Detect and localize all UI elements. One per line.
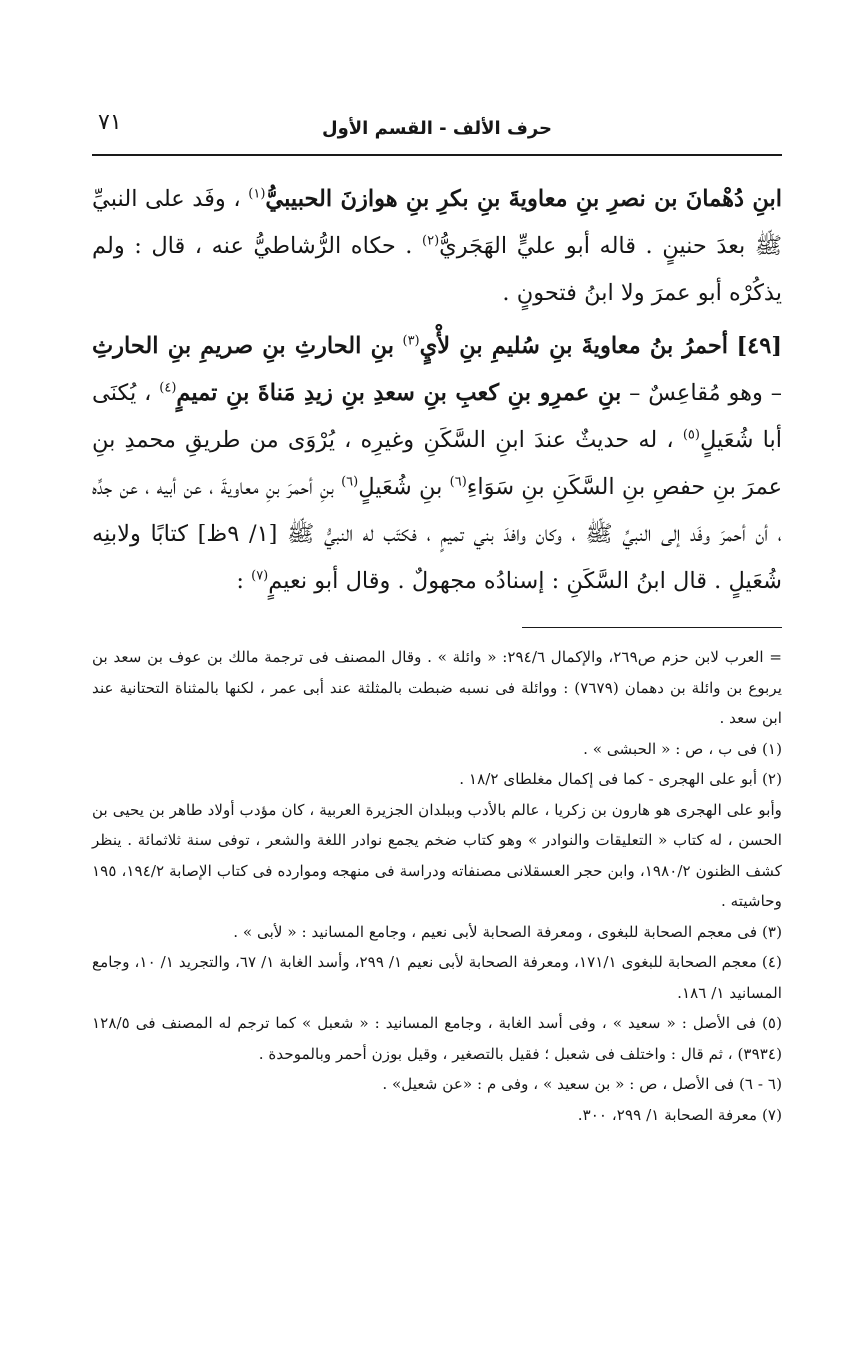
note-ref-7: (٧) [251, 568, 269, 584]
entry-name: أحمرُ بنُ معاويةَ بنِ سُليمِ بنِ لأْيٍ [419, 333, 728, 359]
running-head [92, 104, 782, 148]
page-number: ٧١ [98, 110, 122, 135]
book-page [92, 104, 782, 1130]
footnotes [92, 642, 782, 1130]
footnote-3: (٣) فى معجم الصحابة للبغوى ، ومعرفة الصحابة لأبى نعيم ، وجامع المسانيد : « لأبى » . [233, 922, 782, 941]
text-segment: بنِ شُعَيلٍ [358, 474, 443, 500]
note-ref-6a: (٦) [449, 474, 467, 490]
footnote-1: (١) فى ب ، ص : « الحبشى » . [583, 739, 782, 758]
entry-49 [92, 323, 782, 605]
main-text [92, 176, 782, 605]
footnote-4: (٤) معجم الصحابة للبغوى ١٧١/١، ومعرفة الصحابة لأبى نعيم ١/ ٢٩٩، وأسد الغابة ١/ ٦٧، والتجريد ١/ ١٠، وجامع المسانيد ١/ ١٨٦. [92, 953, 782, 1002]
note-ref-5: (٥) [682, 427, 700, 443]
footnote-5: (٥) فى الأصل : « سعيد » ، وفى أسد الغابة ، وجامع المسانيد : « شعبل » كما ترجم له المصنف فى ١٢٨/٥ (٣٩٣٤) ، ثم قال : واختلف فى شعبل ؛ فقيل بالتصغير ، وقيل بوزن أحمر وبالموحدة . [92, 1014, 782, 1063]
text-segment: ، وفَد على النبيِّ ﷺ بعدَ حنينٍ . قاله أبو عليٍّ الهَجَريُّ [92, 186, 782, 259]
footnote-2: (٢) أبو على الهجرى - كما فى إكمال مغلطاى ١٨/٢ . [459, 770, 782, 788]
paragraph-continuation [92, 176, 782, 317]
lineage-text: بنِ عمرِو بنِ كعبِ بنِ سعدِ بنِ زيدِ مَناةَ بنِ تميمٍ [176, 380, 622, 406]
header-rule [92, 154, 782, 156]
text-segment: . حكاه الرُّشاطيُّ عنه ، قال : ولم يذكُرْه أبو عمرَ ولا ابنُ فتحونٍ . [92, 233, 782, 306]
note-ref-3: (٣) [402, 333, 420, 349]
chapter-title: حرف الألف - القسم الأول [321, 118, 553, 139]
note-ref-1: (١) [248, 186, 266, 202]
note-ref-4: (٤) [159, 380, 177, 396]
text-segment: – وهو مُقاعِسٌ – [629, 380, 782, 406]
footnote-continuation: = العرب لابن حزم ص٢٦٩، والإكمال ٢٩٤/٦: « وائلة » . وقال المصنف فى ترجمة مالك بن عوف بن سعد بن يربوع بن وائلة بن دهمان (٧٦٧٩) : ووائلة فى نسبه ضبطت بالمثلثة عند أبى عمر ، لكنها بالمثناة التحتانية عند ابن سعد . [92, 648, 782, 727]
text-segment: : [236, 568, 244, 594]
note-ref-2: (٢) [422, 233, 440, 249]
footnote-7: (٧) معرفة الصحابة ١/ ٢٩٩، ٣٠٠. [577, 1105, 782, 1124]
lineage-text: ابنِ دُهْمانَ بن نصرِ بنِ معاويةَ بنِ بكرِ بنِ هوازنَ الحبيبيُّ [265, 186, 782, 212]
entry-number: [٤٩] [736, 333, 782, 359]
text-segment: بنِ أحمرَ بنِ معاويةَ ، عن أبيه ، عن جدِّه ، أن أحمرَ وفَد إلى النبيِّ ﷺ ، وكان وافدَ بني تميمٍ ، فكتَب له النبيُّ ﷺ [١/ ٩ظ] كتابًا ولابنِه شُعَيلٍ . قال ابنُ السَّكَنِ : إسنادُه مجهولٌ . وقال أبو نعيمٍ [92, 474, 782, 594]
footnote-rule [522, 627, 782, 628]
lineage-text: بنِ الحارثِ بنِ صريمِ بنِ الحارثِ [92, 333, 394, 359]
footnote-6: (٦ - ٦) فى الأصل ، ص : « بن سعيد » ، وفى م : «عن شعيل» . [382, 1075, 782, 1093]
text-segment: ، يُكنَى أبا شُعَيلٍ [92, 380, 782, 453]
footnote-2-detail: وأبو على الهجرى هو هارون بن زكريا ، عالم بالأدب وببلدان الجزيرة العربية ، كان مؤدب أولاد طاهر بن يحيى بن الحسن ، له كتاب « التعليقات والنوادر » وهو كتاب ضخم يجمع نوادر اللغة والشعر ، توفى سنة ثلاثمائة . ينظر كشف الظنون ١٩٨٠/٢، وابن حجر العسقلانى مصنفاته ودراسة فى منهجه وموارده فى كتاب الإصابة ١٩٤/٢، ١٩٥ وحاشيته . [92, 800, 783, 910]
note-ref-6b: (٦) [341, 474, 359, 490]
text-segment: ، له حديثٌ عندَ ابنِ السَّكَنِ وغيرِه ، يُرْوَى من طريقِ محمدِ بنِ عمرَ بنِ حفصِ بنِ السَّكَنِ بنِ سَوَاءِ [92, 427, 783, 500]
